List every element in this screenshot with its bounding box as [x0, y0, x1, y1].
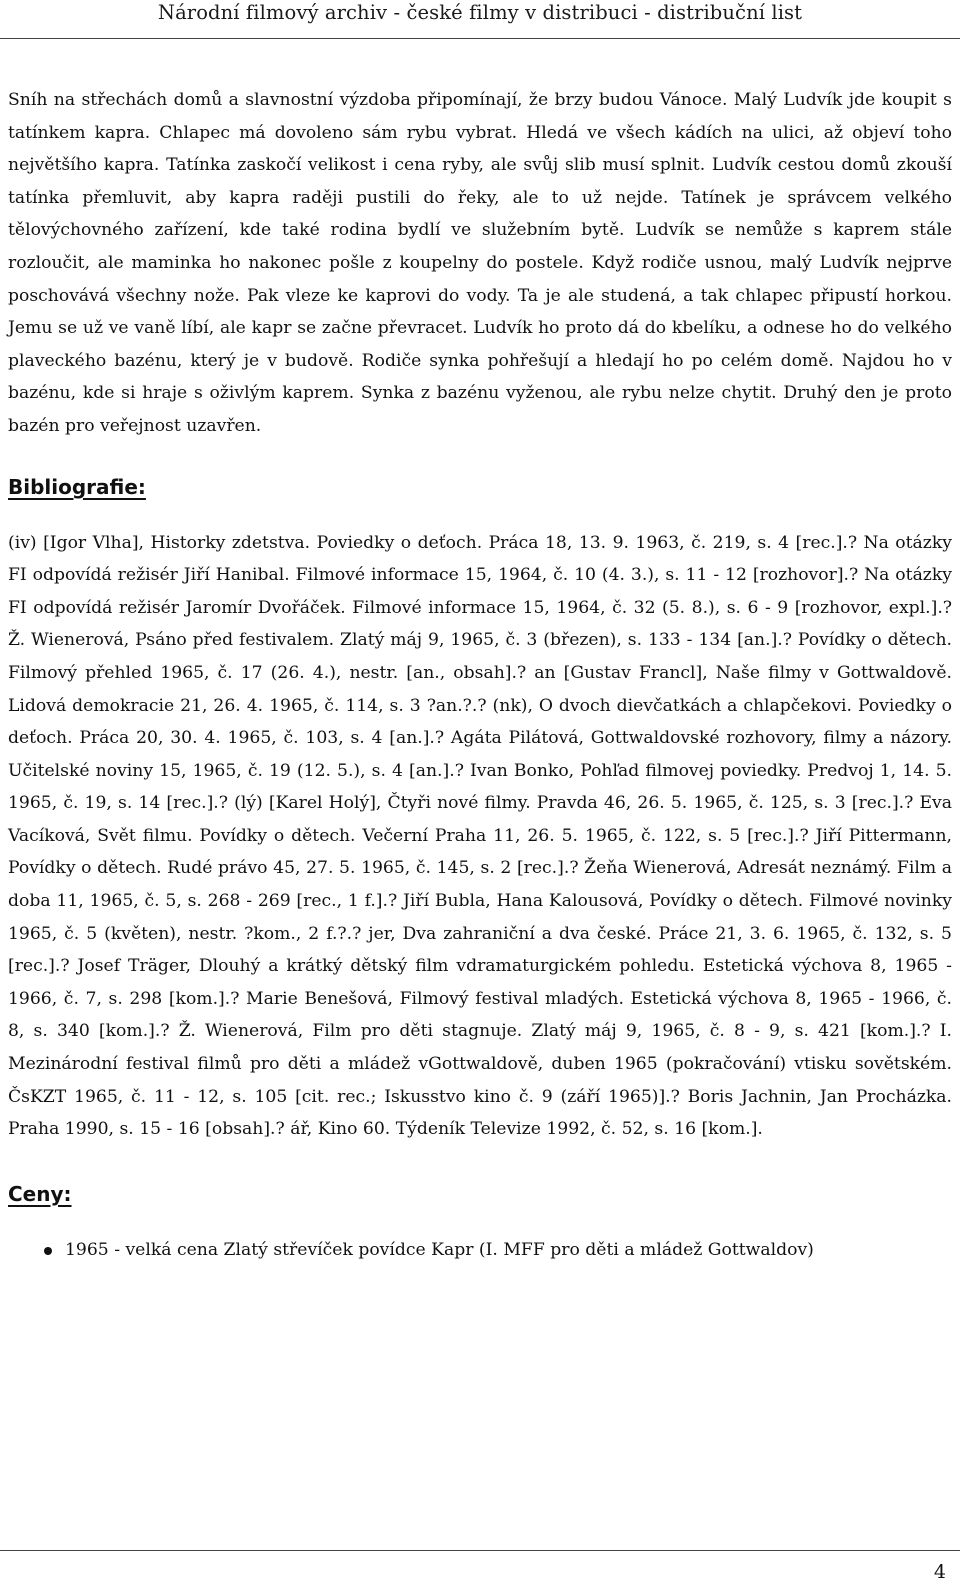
awards-list [8, 1234, 952, 1267]
page-number: 4 [933, 1561, 946, 1583]
bibliography-heading: Bibliografie: [8, 474, 146, 499]
award-text: 1965 - velká cena Zlatý střevíček povídce Kapr (I. MFF pro děti a mládež Gottwaldov) [65, 1239, 814, 1260]
awards-heading: Ceny: [8, 1181, 72, 1206]
footer-rule [0, 1550, 960, 1551]
bullet-icon [44, 1247, 52, 1255]
running-header: Národní filmový archiv - české filmy v distribuci - distribuční list [0, 0, 960, 39]
page-content [8, 84, 952, 1266]
award-item [8, 1234, 952, 1267]
synopsis-paragraph: Sníh na střechách domů a slavnostní výzdoba připomínají, že brzy budou Vánoce. Malý Ludvík jde koupit s tatínkem kapra. Chlapec má dovoleno sám rybu vybrat. Hledá ve všech kádích na ulici, až objeví toho největšího kapra. Tatínka zaskočí velikost i cena ryby, ale svůj slib musí splnit. Ludvík cestou domů zkouší tatínka přemluvit, aby kapra raději pustili do řeky, ale to už nejde. Tatínek je správcem velkého tělovýchovného zařízení, kde také rodina bydlí ve služebním bytě. Ludvík se nemůže s kaprem stále rozloučit, ale maminka ho nakonec pošle z koupelny do postele. Když rodiče usnou, malý Ludvík nejprve poschovává všechny nože. Pak vleze ke kaprovi do vody. Ta je ale studená, a tak chlapec připustí horkou. Jemu se už ve vaně líbí, ale kapr se začne převracet. Ludvík ho proto dá do kbelíku, a odnese ho do velkého plaveckého bazénu, který je v budově. Rodiče synka pohřešují a hledají ho po celém domě. Najdou ho v bazénu, kde si hraje s oživlým kaprem. Synka z bazénu vyženou, ale rybu nelze chytit. Druhý den je proto bazén pro veřejnost uzavřen. [8, 90, 952, 436]
bibliography-text: (iv) [Igor Vlha], Historky zdetstva. Poviedky o deťoch. Práca 18, 13. 9. 1963, č. 219, s. 4 [rec.].? Na otázky FI odpovídá režisér Jiří Hanibal. Filmové informace 15, 1964, č. 10 (4. 3.), s. 11 - 12 [rozhovor].? Na otázky FI odpovídá režisér Jaromír Dvořáček. Filmové informace 15, 1964, č. 32 (5. 8.), s. 6 - 9 [rozhovor, expl.].? Ž. Wienerová, Psáno před festivalem. Zlatý máj 9, 1965, č. 3 (březen), s. 133 - 134 [an.].? Povídky o dětech. Filmový přehled 1965, č. 17 (26. 4.), nestr. [an., obsah].? an [Gustav Francl], Naše filmy v Gottwaldově. Lidová demokracie 21, 26. 4. 1965, č. 114, s. 3 ?an.?.? (nk), O dvoch dievčatkách a chlapčekovi. Poviedky o deťoch. Práca 20, 30. 4. 1965, č. 103, s. 4 [an.].? Agáta Pilátová, Gottwaldovské rozhovory, filmy a názory. Učitelské noviny 15, 1965, č. 19 (12. 5.), s. 4 [an.].? Ivan Bonko, Pohľad filmovej poviedky. Predvoj 1, 14. 5. 1965, č. 19, s. 14 [rec.].? (lý) [Karel Holý], Čtyři nové filmy. Pravda 46, 26. 5. 1965, č. 125, s. 3 [rec.].? Eva Vacíková, Svět filmu. Povídky o dětech. Večerní Praha 11, 26. 5. 1965, č. 122, s. 5 [rec.].? Jiří Pittermann, Povídky o dětech. Rudé právo 45, 27. 5. 1965, č. 145, s. 2 [rec.].? Žeňa Wienerová, Adresát neznámý. Film a doba 11, 1965, č. 5, s. 268 - 269 [rec., 1 f.].? Jiří Bubla, Hana Kalousová, Povídky o dětech. Filmové novinky 1965, č. 5 (květen), nestr. ?kom., 2 f.?.? jer, Dva zahraniční a dva české. Práce 21, 3. 6. 1965, č. 132, s. 5 [rec.].? Josef Träger, Dlouhý a krátký dětský film vdramaturgickém pohledu. Estetická výchova 8, 1965 - 1966, č. 7, s. 298 [kom.].? Marie Benešová, Filmový festival mladých. Estetická výchova 8, 1965 - 1966, č. 8, s. 340 [kom.].? Ž. Wienerová, Film pro děti stagnuje. Zlatý máj 9, 1965, č. 8 - 9, s. 421 [kom.].? I. Mezinárodní festival filmů pro děti a mládež vGottwaldově, duben 1965 (pokračování) vtisku sovětském. ČsKZT 1965, č. 11 - 12, s. 105 [cit. rec.; Iskusstvo kino č. 9 (září 1965)].? Boris Jachnin, Jan Procházka. Praha 1990, s. 15 - 16 [obsah].? ář, Kino 60. Týdeník Televize 1992, č. 52, s. 16 [kom.]. [8, 532, 952, 1140]
